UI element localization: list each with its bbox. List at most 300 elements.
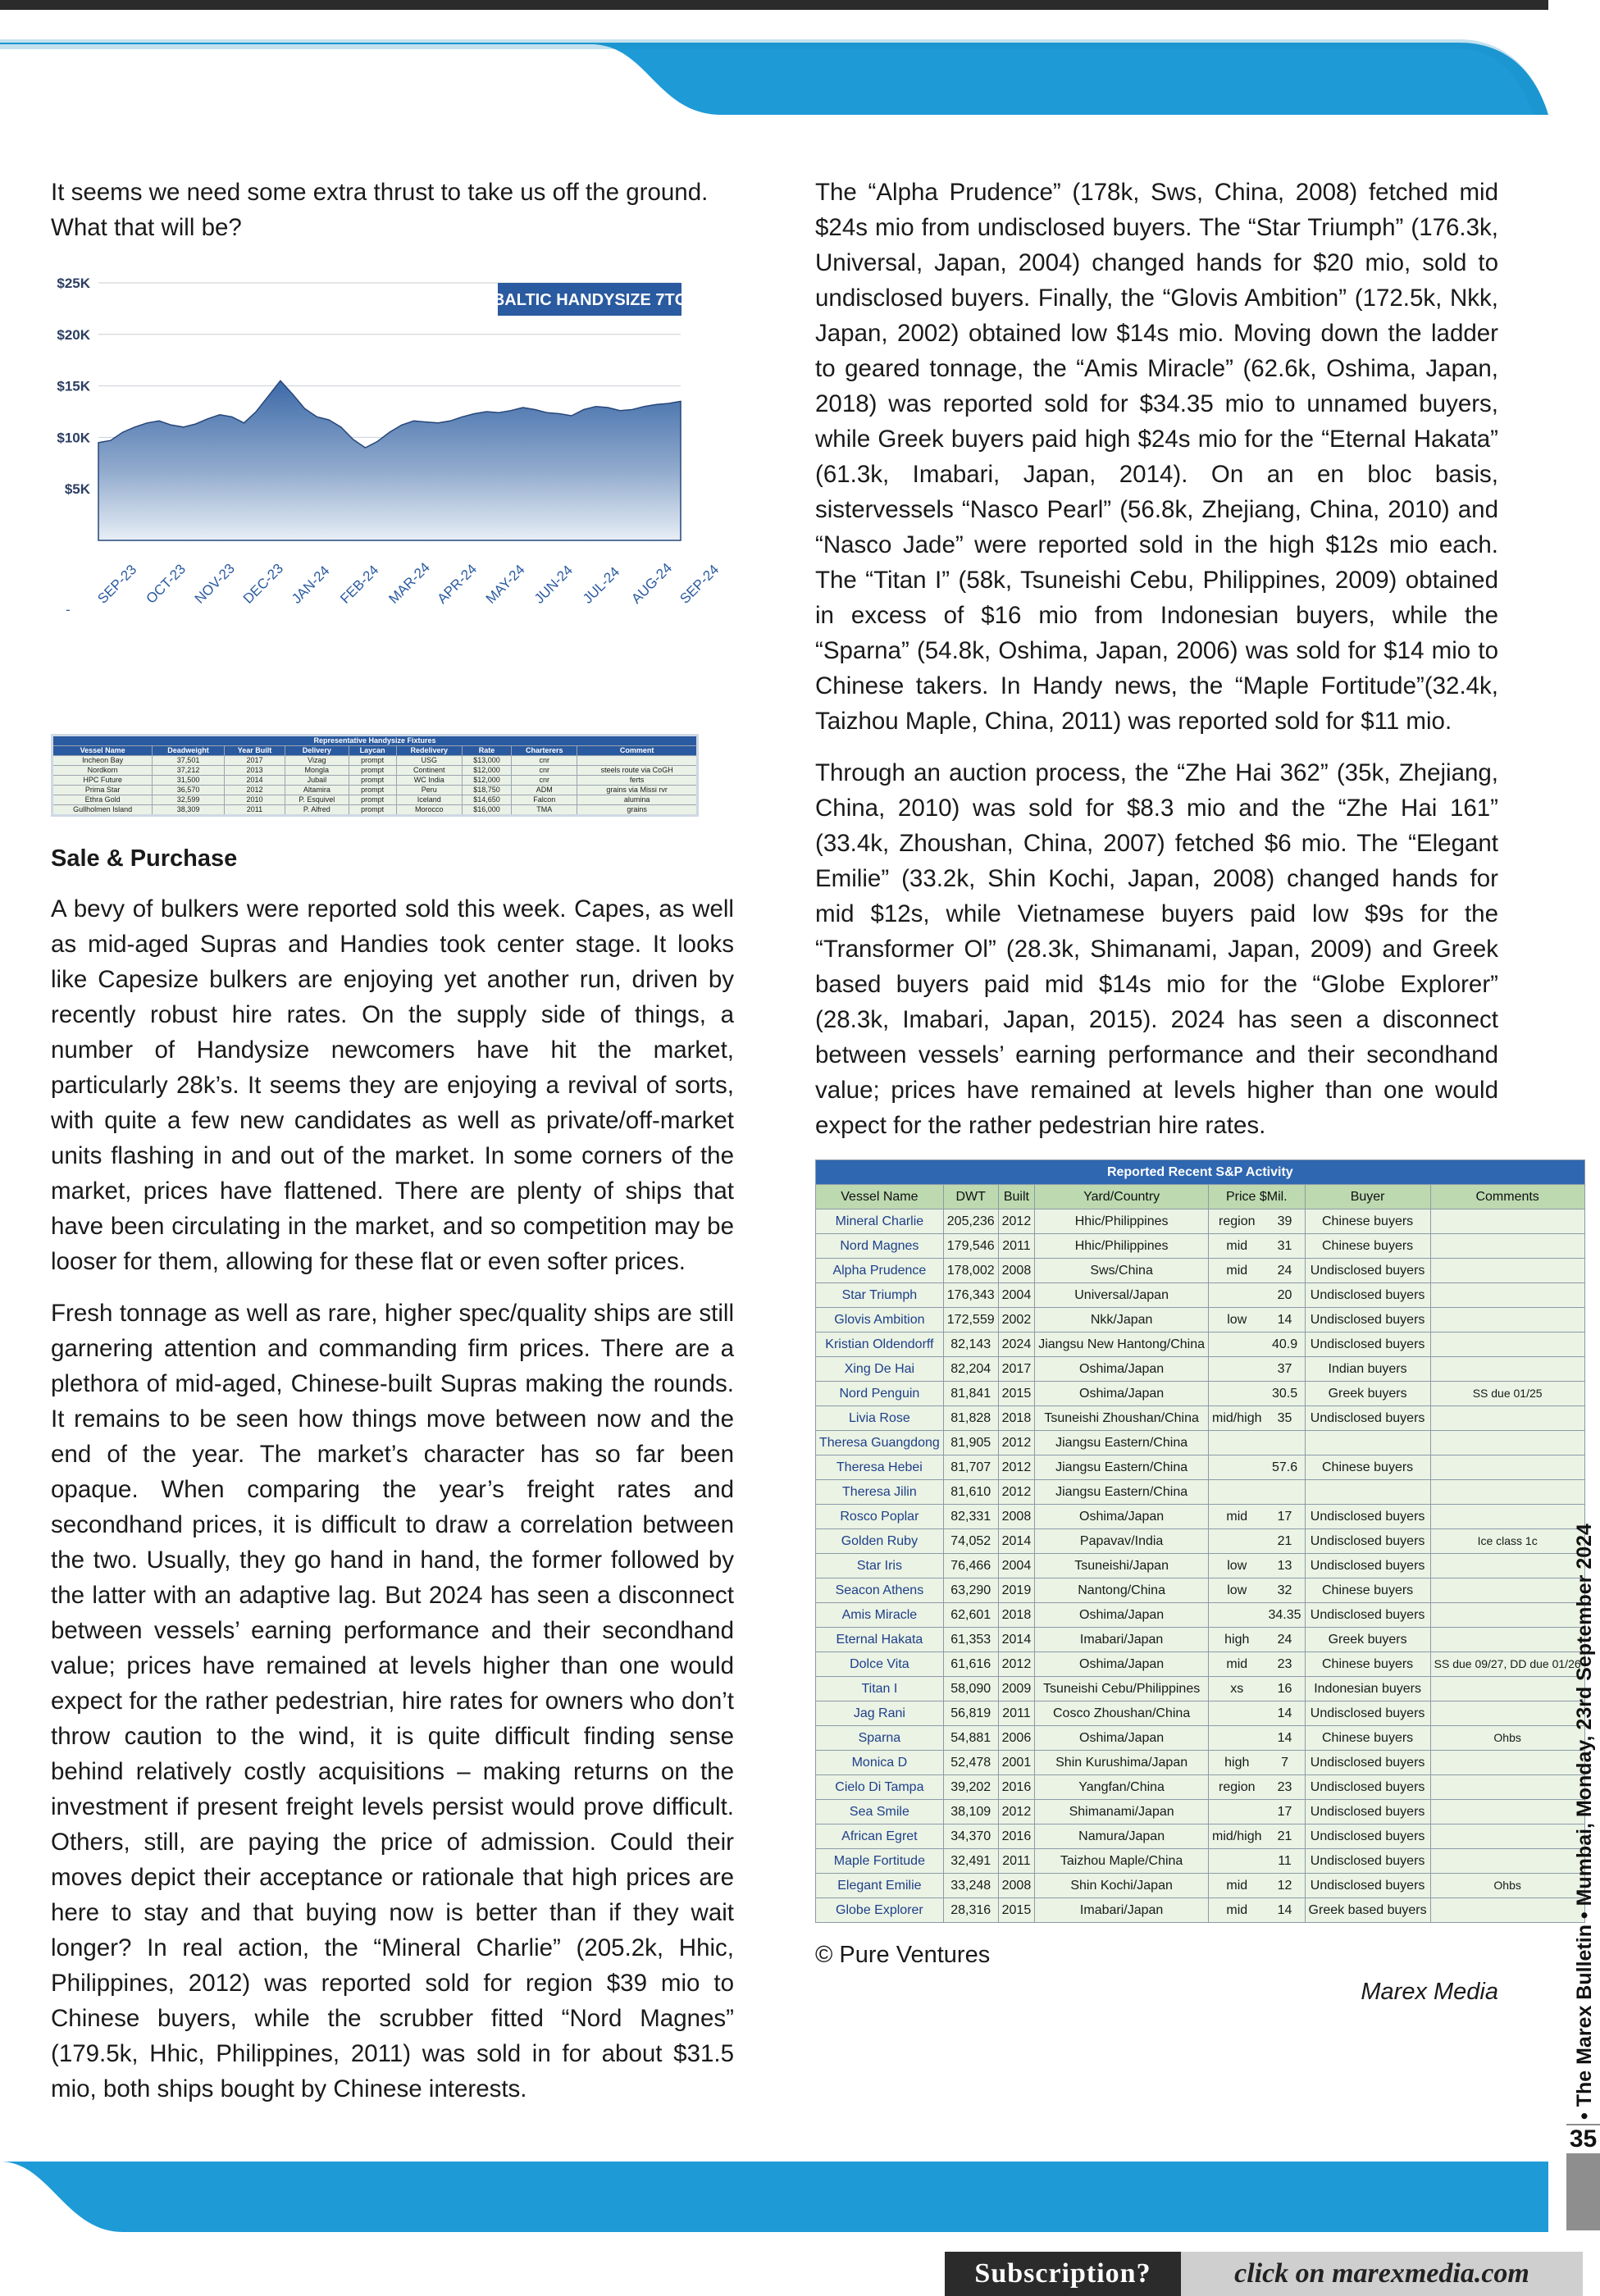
fixtures-cell: $12,000 (462, 776, 511, 786)
sp-cell: Star Triumph (816, 1283, 944, 1308)
table-row (816, 1775, 1585, 1800)
sp-cell: Amis Miracle (816, 1603, 944, 1628)
footer-wave-banner (0, 2157, 1600, 2243)
sp-cell: Tsuneishi/Japan (1035, 1554, 1209, 1578)
sp-cell: 35 (1265, 1406, 1306, 1431)
sp-cell: Universal/Japan (1035, 1283, 1209, 1308)
sp-cell: mid (1209, 1652, 1265, 1677)
chart-y-tick-label: $15K (57, 378, 90, 394)
fixtures-cell: Falcon (512, 795, 577, 805)
sp-cell: Sea Smile (816, 1800, 944, 1824)
fixtures-cell: Mongla (285, 766, 349, 776)
sp-paragraph-2: Fresh tonnage as well as rare, higher spec/quality ships are still garnering attention and commanding firm prices. There are a plethora of mid-aged, Chinese-built Supras making the rounds. It remains to be seen how things move between now and the end of the year. The market’s character has so far been opaque. When comparing the year’s freight rates and secondhand prices, it is difficult to draw a correlation between the two. Usually, they go hand in hand, the former followed by the latter with an adaptive lag. But 2024 has seen a disconnect between vessels’ earning performance and their secondhand value; prices have remained at levels higher than one would expect for the rather pedestrian, hire rates for owners who don’t throw caution to the wind, it is quite difficult finding sense behind relatively costly acquisitions – making returns on the investment if present freight levels persist would prove difficult. Others, still, are paying the price of admission. Could their moves depict their acceptance or rationale that high prices are here to stay and that buying now is better than if they wait longer? In real action, the “Mineral Charlie” (205.2k, Hhic, Philippines, 2012) was reported sold for region $39 mio to Chinese buyers, while the scrubber fitted “Nord Magnes” (179.5k, Hhic, Philippines, 2011) was sold in for about $31.5 mio, both ships bought by Chinese interests. (51, 1300, 734, 2102)
sp-cell: 2012 (998, 1456, 1035, 1480)
fixtures-header-cell: Deadweight (153, 746, 225, 756)
sp-cell: 2006 (998, 1726, 1035, 1751)
page-number: 35 (1566, 2125, 1600, 2153)
sp-cell: Globe Explorer (816, 1898, 944, 1923)
sp-cell: mid/high (1209, 1824, 1265, 1849)
sp-cell: 2002 (998, 1308, 1035, 1332)
fixtures-cell: steels route via CoGH (577, 766, 698, 776)
sp-cell: 2012 (998, 1652, 1035, 1677)
chart-x-tick-label: JUL-24 (580, 563, 623, 607)
sp-cell (1209, 1456, 1265, 1480)
sp-cell (1430, 1702, 1584, 1726)
right-paragraph-1: The “Alpha Prudence” (178k, Sws, China, 2008) fetched mid $24s mio from undisclosed buyers. The “Star Triumph” (176.3k, Universal, Japan, 2004) changed hands for $20 mio, sold to undisclosed buyers. Finally, the “Glovis Ambition” (172.5k, Nkk, Japan, 2002) obtained low $14s mio. Moving down the ladder to geared tonnage, the “Amis Miracle” (62.6k, Oshima, Japan, 2018) was reported sold for $34.35 mio to unnamed buyers, while Greek buyers paid high $24s mio for the “Eternal Hakata” (61.3k, Imabari, Japan, 2014). On an en bloc basis, sistervessels “Nasco Pearl” (56.8k, Zhejiang, China, 2010) and “Nasco Jade” were reported sold in the high $12s mio each. The “Titan I” (58k, Tsuneishi Cebu, Philippines, 2009) obtained in excess of $16 mio from Indonesian buyers, while the “Sparna” (54.8k, Oshima, Japan, 2006) was sold for $14 mio to Chinese takers. In Handy news, the “Maple Fortitude”(32.4k, Taizhou Maple, China, 2011) was reported sold for $11 mio. (815, 179, 1498, 735)
sp-cell: Shin Kochi/Japan (1035, 1874, 1209, 1898)
sp-cell: 30.5 (1265, 1382, 1306, 1406)
sp-cell: 28,316 (943, 1898, 998, 1923)
fixtures-cell: grains (577, 805, 698, 816)
sp-cell (1209, 1332, 1265, 1357)
sp-cell: Tsuneishi Cebu/Philippines (1035, 1677, 1209, 1702)
sp-cell: Rosco Poplar (816, 1505, 944, 1529)
sp-cell: Nord Penguin (816, 1382, 944, 1406)
sp-cell (1430, 1332, 1584, 1357)
fixtures-cell: $18,750 (462, 786, 511, 795)
fixtures-header-cell: Delivery (285, 746, 349, 756)
left-column (51, 175, 734, 2123)
sp-cell: 2015 (998, 1382, 1035, 1406)
sp-cell: 40.9 (1265, 1332, 1306, 1357)
sp-cell: Shin Kurushima/Japan (1035, 1751, 1209, 1775)
sp-cell: Elegant Emilie (816, 1874, 944, 1898)
table-row (816, 1505, 1585, 1529)
fixtures-cell: grains via Missi rvr (577, 786, 698, 795)
fixtures-header-cell: Comment (577, 746, 698, 756)
sp-cell: 17 (1265, 1800, 1306, 1824)
sp-cell: Titan I (816, 1677, 944, 1702)
table-row (816, 1800, 1585, 1824)
fixtures-cell: 37,212 (153, 766, 225, 776)
chart-svg (51, 262, 723, 721)
sp-cell: Undisclosed buyers (1305, 1603, 1430, 1628)
chart-x-tick-label: SEP-24 (677, 561, 723, 607)
table-row (816, 1210, 1585, 1234)
sp-cell: 54,881 (943, 1726, 998, 1751)
chart-x-tick-label: SEP-23 (94, 561, 140, 607)
table-row (816, 1234, 1585, 1259)
chart-area-series (98, 380, 681, 540)
fixtures-cell: prompt (349, 805, 396, 816)
sp-cell: Cielo Di Tampa (816, 1775, 944, 1800)
sp-cell: 2011 (998, 1849, 1035, 1874)
fixtures-cell: prompt (349, 795, 396, 805)
sp-cell: 56,819 (943, 1702, 998, 1726)
sp-cell: 2014 (998, 1628, 1035, 1652)
sp-cell: Theresa Jilin (816, 1480, 944, 1505)
sp-cell: Cosco Zhoushan/China (1035, 1702, 1209, 1726)
sp-cell: Oshima/Japan (1035, 1505, 1209, 1529)
sp-cell (1265, 1431, 1306, 1456)
sp-cell (1305, 1480, 1430, 1505)
table-row (816, 1456, 1585, 1480)
fixtures-cell: cnr (512, 776, 577, 786)
sp-cell: Chinese buyers (1305, 1578, 1430, 1603)
sp-cell (1430, 1210, 1584, 1234)
chart-x-tick-label: JAN-24 (289, 563, 333, 607)
fixtures-cell: Morocco (396, 805, 462, 816)
table-row (816, 1283, 1585, 1308)
fixtures-cell: TMA (512, 805, 577, 816)
fixtures-header-cell: Year Built (224, 746, 285, 756)
sp-cell: 11 (1265, 1849, 1306, 1874)
sp-cell: 24 (1265, 1628, 1306, 1652)
section-heading: Sale & Purchase (51, 845, 238, 872)
sp-header-cell: Vessel Name (816, 1185, 944, 1210)
sp-cell (1265, 1480, 1306, 1505)
fixtures-cell: 31,500 (153, 776, 225, 786)
sp-cell: mid (1209, 1505, 1265, 1529)
sp-cell: Tsuneishi Zhoushan/China (1035, 1406, 1209, 1431)
sp-cell (1430, 1357, 1584, 1382)
sp-cell (1209, 1726, 1265, 1751)
sp-cell: mid/high (1209, 1406, 1265, 1431)
fixtures-cell: cnr (512, 766, 577, 776)
fixtures-cell: 2012 (224, 786, 285, 795)
sp-table-caption: Reported Recent S&P Activity (816, 1160, 1585, 1185)
sp-cell: 2004 (998, 1554, 1035, 1578)
fixtures-cell: $16,000 (462, 805, 511, 816)
sp-cell: Undisclosed buyers (1305, 1775, 1430, 1800)
sp-cell: Undisclosed buyers (1305, 1849, 1430, 1874)
fixtures-row (52, 786, 698, 795)
fixtures-cell: Prima Star (52, 786, 153, 795)
fixtures-cell: prompt (349, 766, 396, 776)
sp-cell: 14 (1265, 1898, 1306, 1923)
table-row (816, 1529, 1585, 1554)
fixtures-cell: $12,000 (462, 766, 511, 776)
fixtures-header-cell: Charterers (512, 746, 577, 756)
sp-cell (1430, 1283, 1584, 1308)
sp-cell: 2011 (998, 1702, 1035, 1726)
fixtures-cell: 2010 (224, 795, 285, 805)
sp-cell: Jiangsu Eastern/China (1035, 1480, 1209, 1505)
table-row (816, 1751, 1585, 1775)
sp-cell: Chinese buyers (1305, 1456, 1430, 1480)
sp-cell (1209, 1603, 1265, 1628)
sp-cell: mid (1209, 1874, 1265, 1898)
sp-cell: Xing De Hai (816, 1357, 944, 1382)
sp-cell: Hhic/Philippines (1035, 1234, 1209, 1259)
sp-cell: 82,331 (943, 1505, 998, 1529)
chart-x-tick-label: AUG-24 (628, 559, 676, 607)
sp-cell: Dolce Vita (816, 1652, 944, 1677)
sp-header-cell: Buyer (1305, 1185, 1430, 1210)
sp-cell: SS due 01/25 (1430, 1382, 1584, 1406)
sp-cell (1430, 1677, 1584, 1702)
fixtures-cell: Gullholmen Island (52, 805, 153, 816)
sp-cell (1430, 1603, 1584, 1628)
sp-cell (1209, 1431, 1265, 1456)
sp-cell: Undisclosed buyers (1305, 1751, 1430, 1775)
sp-cell: Oshima/Japan (1035, 1652, 1209, 1677)
sp-cell: 2024 (998, 1332, 1035, 1357)
sp-cell: Papavav/India (1035, 1529, 1209, 1554)
sp-cell: Ohbs (1430, 1726, 1584, 1751)
sp-cell (1430, 1234, 1584, 1259)
table-row (816, 1824, 1585, 1849)
sp-cell: Hhic/Philippines (1035, 1210, 1209, 1234)
table-row (816, 1431, 1585, 1456)
sp-cell (1430, 1824, 1584, 1849)
fixtures-cell: 38,309 (153, 805, 225, 816)
fixtures-cell: $14,650 (462, 795, 511, 805)
sp-header-cell: DWT (943, 1185, 998, 1210)
sp-cell: Chinese buyers (1305, 1652, 1430, 1677)
sp-cell: Jiangsu Eastern/China (1035, 1431, 1209, 1456)
subscription-link[interactable]: click on marexmedia.com (1181, 2252, 1583, 2296)
table-row (816, 1603, 1585, 1628)
sp-cell: 2008 (998, 1505, 1035, 1529)
sp-cell (1430, 1800, 1584, 1824)
fixtures-cell: prompt (349, 776, 396, 786)
sp-cell: Chinese buyers (1305, 1234, 1430, 1259)
sp-cell: Undisclosed buyers (1305, 1505, 1430, 1529)
sp-cell (1209, 1382, 1265, 1406)
bulletin-sidebar-text: • The Marex Bulletin • Mumbai, Monday, 23rd September 2024 (1573, 1524, 1596, 2120)
sp-cell: 2008 (998, 1259, 1035, 1283)
sp-cell: low (1209, 1578, 1265, 1603)
sp-cell: 2015 (998, 1898, 1035, 1923)
sp-cell: Greek based buyers (1305, 1898, 1430, 1923)
sp-cell: Greek buyers (1305, 1382, 1430, 1406)
sp-cell: 2012 (998, 1800, 1035, 1824)
sp-cell: 33,248 (943, 1874, 998, 1898)
sp-cell: 37 (1265, 1357, 1306, 1382)
sp-cell: high (1209, 1751, 1265, 1775)
sp-cell: Undisclosed buyers (1305, 1874, 1430, 1898)
sp-cell: 205,236 (943, 1210, 998, 1234)
fixtures-header-cell: Vessel Name (52, 746, 153, 756)
table-row (816, 1726, 1585, 1751)
sp-cell: 178,002 (943, 1259, 998, 1283)
sp-cell: 62,601 (943, 1603, 998, 1628)
sp-cell (1430, 1406, 1584, 1431)
sp-cell: Theresa Hebei (816, 1456, 944, 1480)
sp-cell: SS due 09/27, DD due 01/26 (1430, 1652, 1584, 1677)
fixtures-cell (577, 756, 698, 766)
chart-y-tick-label: $25K (57, 276, 90, 291)
fixtures-cell: cnr (512, 756, 577, 766)
sp-cell: Monica D (816, 1751, 944, 1775)
handysize-fixtures-table (51, 734, 699, 817)
sp-cell (1430, 1578, 1584, 1603)
sp-cell: Undisclosed buyers (1305, 1406, 1430, 1431)
sp-cell: Undisclosed buyers (1305, 1554, 1430, 1578)
sp-cell: 14 (1265, 1726, 1306, 1751)
sp-cell: Golden Ruby (816, 1529, 944, 1554)
sp-cell: 81,707 (943, 1456, 998, 1480)
sp-cell: Glovis Ambition (816, 1308, 944, 1332)
chart-x-tick-label: OCT-23 (143, 561, 189, 607)
sp-cell: 7 (1265, 1751, 1306, 1775)
sp-cell: 2014 (998, 1529, 1035, 1554)
fixtures-header-cell: Laycan (349, 746, 396, 756)
sp-header-cell: Yard/Country (1035, 1185, 1209, 1210)
sp-cell: 2016 (998, 1824, 1035, 1849)
signoff: Marex Media (1361, 1979, 1498, 2005)
sp-cell (1430, 1505, 1584, 1529)
sp-cell (1430, 1431, 1584, 1456)
fixtures-cell: Vizag (285, 756, 349, 766)
fixtures-cell: ADM (512, 786, 577, 795)
baltic-handysize-chart (51, 262, 723, 721)
fixtures-cell: 37,501 (153, 756, 225, 766)
fixtures-cell: 2014 (224, 776, 285, 786)
sp-cell: Sparna (816, 1726, 944, 1751)
sp-cell (1305, 1431, 1430, 1456)
fixtures-cell: 2013 (224, 766, 285, 776)
sp-cell: Nantong/China (1035, 1578, 1209, 1603)
fixtures-cell: WC India (396, 776, 462, 786)
chart-x-tick-label: FEB-24 (337, 562, 382, 607)
intro-paragraph: It seems we need some extra thrust to take us off the ground. What that will be? (51, 179, 709, 241)
sp-cell: Nord Magnes (816, 1234, 944, 1259)
sp-cell: 20 (1265, 1283, 1306, 1308)
sp-cell: Greek buyers (1305, 1628, 1430, 1652)
sp-cell: xs (1209, 1677, 1265, 1702)
sp-cell: 24 (1265, 1259, 1306, 1283)
sp-cell: 2019 (998, 1578, 1035, 1603)
sp-cell: 61,616 (943, 1652, 998, 1677)
sp-cell (1430, 1898, 1584, 1923)
sp-cell: mid (1209, 1234, 1265, 1259)
fixtures-cell: Continent (396, 766, 462, 776)
chart-x-tick-extra: - (66, 602, 71, 617)
sp-header-cell: Price $Mil. (1209, 1185, 1306, 1210)
sp-cell (1430, 1554, 1584, 1578)
sp-cell: region (1209, 1775, 1265, 1800)
sp-cell: African Egret (816, 1824, 944, 1849)
chart-x-tick-label: NOV-23 (191, 560, 238, 607)
sp-cell: 2016 (998, 1775, 1035, 1800)
sp-cell: high (1209, 1628, 1265, 1652)
table-row (816, 1554, 1585, 1578)
fixtures-row (52, 795, 698, 805)
sp-cell: 179,546 (943, 1234, 998, 1259)
fixtures-cell: prompt (349, 756, 396, 766)
sp-cell: 34.35 (1265, 1603, 1306, 1628)
sp-cell: 2004 (998, 1283, 1035, 1308)
sp-cell: Nkk/Japan (1035, 1308, 1209, 1332)
subscription-label[interactable]: Subscription? (945, 2252, 1181, 2296)
chart-y-tick-label: $20K (57, 326, 90, 343)
table-row (816, 1308, 1585, 1332)
sp-cell: 57.6 (1265, 1456, 1306, 1480)
chart-y-tick-label: $5K (64, 481, 90, 498)
sp-cell (1430, 1480, 1584, 1505)
sp-cell: Star Iris (816, 1554, 944, 1578)
credit-line: © Pure Ventures (815, 1942, 991, 1968)
sp-cell: Indonesian buyers (1305, 1677, 1430, 1702)
sp-cell (1430, 1456, 1584, 1480)
table-row (816, 1332, 1585, 1357)
right-column (815, 175, 1581, 2010)
table-row (816, 1652, 1585, 1677)
sp-cell: 82,143 (943, 1332, 998, 1357)
sp-cell: 76,466 (943, 1554, 998, 1578)
sp-cell: 82,204 (943, 1357, 998, 1382)
chart-title: BALTIC HANDYSIZE 7TC (492, 291, 687, 309)
sp-cell: Kristian Oldendorff (816, 1332, 944, 1357)
sp-cell: low (1209, 1554, 1265, 1578)
sp-cell: Shimanami/Japan (1035, 1800, 1209, 1824)
sp-cell: 81,828 (943, 1406, 998, 1431)
chart-x-tick-label: APR-24 (434, 561, 481, 607)
sp-cell: 16 (1265, 1677, 1306, 1702)
sp-cell: Undisclosed buyers (1305, 1824, 1430, 1849)
header-wave-banner (0, 33, 1600, 115)
fixtures-cell: Peru (396, 786, 462, 795)
fixtures-row (52, 805, 698, 816)
sp-cell: Indian buyers (1305, 1357, 1430, 1382)
sp-cell: Oshima/Japan (1035, 1357, 1209, 1382)
sp-cell: Undisclosed buyers (1305, 1283, 1430, 1308)
sp-cell: 32,491 (943, 1849, 998, 1874)
sp-cell: Undisclosed buyers (1305, 1259, 1430, 1283)
sp-paragraph-1: A bevy of bulkers were reported sold this week. Capes, as well as mid-aged Supras and Handies took center stage. It looks like Capesize bulkers are enjoying yet another run, driven by recently robust hire rates. On the supply side of things, a number of Handysize newcomers have hit the market, particularly 28k’s. It seems they are enjoying a revival of sorts, with quite a few new candidates as well as private/off-market units flashing in and out of the market. In some corners of the market, prices have flattened. There are plenty of ships that have been circulating in the market, and so competition may be looser for them, allowing for these flat or even softer prices. (51, 895, 734, 1275)
sp-cell: 2001 (998, 1751, 1035, 1775)
sp-cell: 2018 (998, 1603, 1035, 1628)
fixtures-cell: P. Esquivel (285, 795, 349, 805)
sp-cell: Ice class 1c (1430, 1529, 1584, 1554)
fixtures-row (52, 756, 698, 766)
sp-cell: Undisclosed buyers (1305, 1529, 1430, 1554)
table-row (816, 1406, 1585, 1431)
table-row (816, 1702, 1585, 1726)
chart-x-tick-label: DEC-23 (239, 560, 287, 607)
fixtures-cell: Ethra Gold (52, 795, 153, 805)
sp-cell: Undisclosed buyers (1305, 1702, 1430, 1726)
sp-cell: 21 (1265, 1824, 1306, 1849)
chart-x-tick-label: MAY-24 (482, 561, 528, 607)
right-paragraph-2: Through an auction process, the “Zhe Hai 362” (35k, Zhejiang, China, 2010) was sold for $8.3 mio and the “Zhe Hai 161” (33.4k, Zhoushan, China, 2007) fetched $6 mio. The “Elegant Emilie” (33.2k, Shin Kochi, Japan, 2008) changed hands for mid $12s, while Vietnamese buyers paid low $9s for the “Transformer Ol” (28.3k, Shimanami, Japan, 2009) and Greek based buyers paid mid $14s mio for the “Globe Explorer” (28.3k, Imabari, Japan, 2015). 2024 has seen a disconnect between vessels’ earning performance and their secondhand value; prices have remained at levels higher than one would expect for the rather pedestrian hire rates. (815, 759, 1498, 1139)
sp-cell (1209, 1800, 1265, 1824)
sp-cell: mid (1209, 1259, 1265, 1283)
sp-cell (1209, 1849, 1265, 1874)
sp-cell: Undisclosed buyers (1305, 1308, 1430, 1332)
sp-cell (1430, 1308, 1584, 1332)
table-row (816, 1898, 1585, 1923)
sp-cell: 23 (1265, 1775, 1306, 1800)
sp-cell: mid (1209, 1898, 1265, 1923)
fixtures-cell: alumina (577, 795, 698, 805)
sp-cell: Jiangsu Eastern/China (1035, 1456, 1209, 1480)
sp-cell: 34,370 (943, 1824, 998, 1849)
sp-cell: 58,090 (943, 1677, 998, 1702)
sp-cell: Oshima/Japan (1035, 1603, 1209, 1628)
sp-cell: Undisclosed buyers (1305, 1800, 1430, 1824)
sp-cell: 2012 (998, 1431, 1035, 1456)
sp-cell: Undisclosed buyers (1305, 1332, 1430, 1357)
sp-cell: Taizhou Maple/China (1035, 1849, 1209, 1874)
sp-cell: Oshima/Japan (1035, 1382, 1209, 1406)
sp-cell: 12 (1265, 1874, 1306, 1898)
table-row (816, 1849, 1585, 1874)
sp-cell: 39,202 (943, 1775, 998, 1800)
sp-cell (1209, 1283, 1265, 1308)
sp-cell: 63,290 (943, 1578, 998, 1603)
sp-cell: 2008 (998, 1874, 1035, 1898)
sp-cell: Jiangsu New Hantong/China (1035, 1332, 1209, 1357)
table-row (816, 1677, 1585, 1702)
table-row (816, 1357, 1585, 1382)
sp-cell: 23 (1265, 1652, 1306, 1677)
sp-cell: 13 (1265, 1554, 1306, 1578)
sp-cell: Ohbs (1430, 1874, 1584, 1898)
sp-cell: Livia Rose (816, 1406, 944, 1431)
